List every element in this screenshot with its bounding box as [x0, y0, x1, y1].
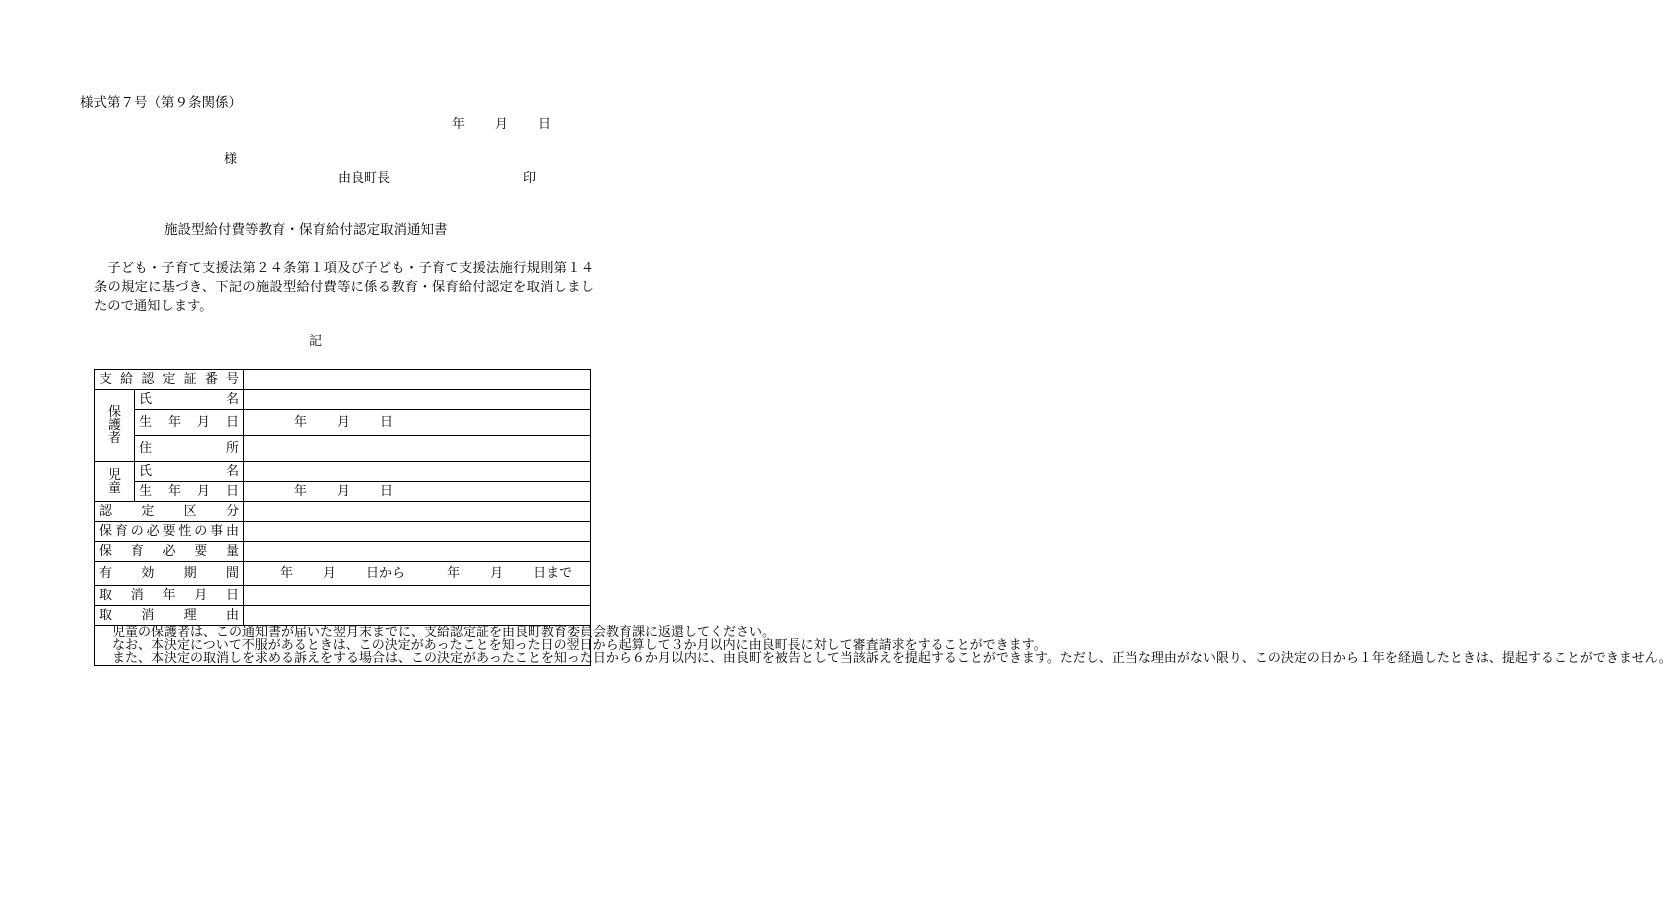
value-category [244, 502, 591, 522]
value-necessity-amount [244, 542, 591, 562]
value-cancel-reason [244, 606, 591, 626]
guardian-birth-month: 月 [337, 415, 351, 430]
label-guardian-name: 氏名 [135, 390, 244, 410]
document-title: 施設型給付費等教育・保育給付認定取消通知書 [164, 222, 448, 238]
issue-date [452, 118, 551, 131]
issuer-name: 由良町長 [338, 171, 391, 186]
period-start-month: 月 [323, 566, 337, 581]
row-necessity-reason [95, 522, 591, 542]
period-end-month: 月 [490, 566, 504, 581]
row-guardian-address [95, 436, 591, 462]
addressee-suffix: 様 [224, 152, 238, 167]
value-valid-period [244, 562, 591, 586]
issue-year: 年 [452, 117, 466, 132]
ki-heading: 記 [309, 334, 323, 349]
value-child-name [244, 462, 591, 482]
seal-mark: 印 [523, 171, 537, 186]
value-necessity-reason [244, 522, 591, 542]
label-cert-number: 支給認定証番号 [95, 370, 244, 390]
row-child-name [95, 462, 591, 482]
label-child-name: 氏名 [135, 462, 244, 482]
form-number: 様式第７号（第９条関係） [80, 95, 242, 111]
child-birth-day: 日 [380, 484, 394, 499]
row-notes [95, 626, 591, 666]
row-cancel-reason [95, 606, 591, 626]
period-start-year: 年 [280, 566, 294, 581]
row-cancel-date [95, 586, 591, 606]
label-child-group: 児童 [95, 462, 135, 502]
row-guardian-name [95, 390, 591, 410]
period-end-day: 日まで [533, 566, 573, 581]
guardian-birth-year: 年 [294, 415, 308, 430]
details-table [94, 369, 1672, 666]
label-guardian-group: 保護者 [95, 390, 135, 462]
value-guardian-name [244, 390, 591, 410]
row-category [95, 502, 591, 522]
label-guardian-birthdate: 生年月日 [135, 410, 244, 436]
row-child-birth [95, 482, 591, 502]
label-child-birthdate: 生年月日 [135, 482, 244, 502]
intro-paragraph: 子ども・子育て支援法第２４条第１項及び子ども・子育て支援法施行規則第１４条の規定に基づき、下記の施設型給付費等に係る教育・保育給付認定を取消しましたので通知します。 [94, 261, 594, 314]
value-guardian-address [244, 436, 591, 462]
child-birth-year: 年 [294, 484, 308, 499]
label-cancel-date: 取消年月日 [95, 586, 244, 606]
label-valid-period: 有効期間 [95, 562, 244, 586]
note-lawsuit: また、本決定の取消しを求める訴えをする場合は、この決定があったことを知った日から６か月以内に、由良町を被告として当該訴えを提起することができます。ただし、正当な理由がない限り、この決定の日から１年を経過したときは、提起することができません。 [112, 651, 1672, 666]
period-end-year: 年 [447, 566, 461, 581]
value-guardian-birthdate [244, 410, 591, 436]
label-guardian-address: 住所 [135, 436, 244, 462]
label-necessity-reason: 保育の必要性の事由 [95, 522, 244, 542]
child-birth-month: 月 [337, 484, 351, 499]
label-category: 認定区分 [95, 502, 244, 522]
note-review-request: なお、本決定について不服があるときは、この決定があったことを知った日の翌日から起算して３か月以内に由良町長に対して審査請求をすることができます。 [112, 638, 1047, 653]
notes-cell [95, 625, 1672, 666]
guardian-birth-day: 日 [380, 415, 394, 430]
label-cancel-reason: 取消理由 [95, 606, 244, 626]
value-cert-number [244, 370, 591, 390]
period-start-day: 日から [366, 566, 406, 581]
value-cancel-date [244, 586, 591, 606]
label-necessity-amount: 保育必要量 [95, 542, 244, 562]
issue-month: 月 [495, 117, 509, 132]
row-cert-number [95, 370, 591, 390]
note-return-certificate: 児童の保護者は、この通知書が届いた翌月末までに、支給認定証を由良町教育委員会教育課に返還してください。 [112, 625, 776, 640]
row-necessity-amount [95, 542, 591, 562]
row-guardian-birth [95, 410, 591, 436]
issue-day: 日 [538, 117, 552, 132]
value-child-birthdate [244, 482, 591, 502]
row-valid-period [95, 562, 591, 586]
